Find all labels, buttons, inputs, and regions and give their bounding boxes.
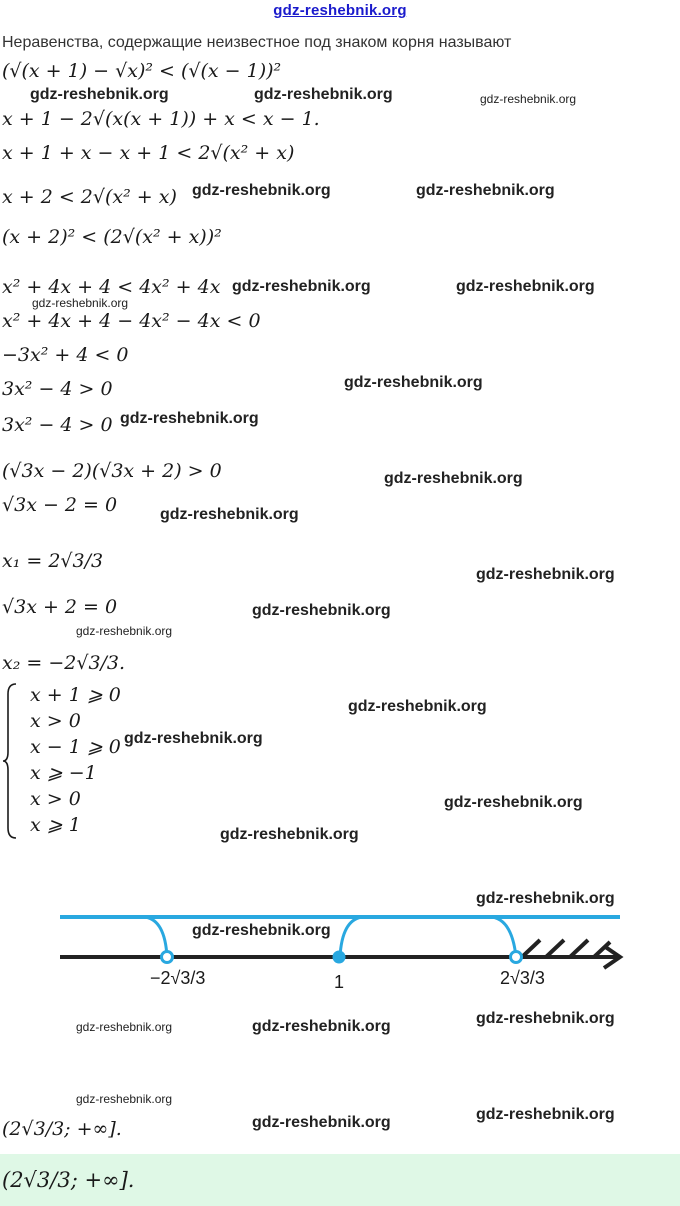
- math-line-11: (√3x − 2)(√3x + 2) > 0: [2, 460, 222, 482]
- watermark: gdz-reshebnik.org: [476, 566, 615, 583]
- math-line-13: x₁ = 2√3/3: [2, 550, 104, 572]
- watermark: gdz-reshebnik.org: [254, 86, 393, 103]
- watermark: gdz-reshebnik.org: [76, 1092, 173, 1106]
- watermark: gdz-reshebnik.org: [476, 890, 615, 907]
- math-line-9: 3x² − 4 > 0: [2, 378, 113, 400]
- watermark: gdz-reshebnik.org: [252, 602, 391, 619]
- watermark: gdz-reshebnik.org: [476, 1010, 615, 1027]
- watermark: gdz-reshebnik.org: [480, 92, 577, 106]
- point-left: [162, 952, 173, 963]
- math-line-4: x + 2 < 2√(x² + x): [2, 186, 177, 208]
- system-line-6: x ⩾ 1: [30, 814, 81, 836]
- math-line-8: −3x² + 4 < 0: [2, 344, 129, 366]
- math-line-1: (√(x + 1) − √x)² < (√(x − 1))²: [2, 60, 282, 82]
- math-line-2: x + 1 − 2√(x(x + 1)) + x < x − 1.: [2, 108, 320, 130]
- watermark: gdz-reshebnik.org: [252, 1018, 391, 1035]
- watermark: gdz-reshebnik.org: [220, 826, 359, 843]
- label-left: −2√3/3: [150, 968, 206, 988]
- site-link[interactable]: gdz-reshebnik.org: [273, 2, 407, 19]
- watermark: gdz-reshebnik.org: [348, 698, 487, 715]
- system-line-4: x ⩾ −1: [30, 762, 97, 784]
- watermark: gdz-reshebnik.org: [344, 374, 483, 391]
- label-right: 2√3/3: [500, 968, 545, 988]
- math-line-12: √3x − 2 = 0: [2, 494, 118, 516]
- math-line-6: x² + 4x + 4 < 4x² + 4x: [2, 276, 221, 298]
- system-line-1: x + 1 ⩾ 0: [30, 684, 121, 706]
- math-line-5: (x + 2)² < (2√(x² + x))²: [2, 226, 222, 248]
- system-brace: [2, 682, 20, 840]
- watermark: gdz-reshebnik.org: [76, 1020, 173, 1034]
- watermark: gdz-reshebnik.org: [384, 470, 523, 487]
- watermark: gdz-reshebnik.org: [124, 730, 263, 747]
- watermark: gdz-reshebnik.org: [76, 624, 173, 638]
- watermark: gdz-reshebnik.org: [30, 86, 169, 103]
- watermark: gdz-reshebnik.org: [252, 1114, 391, 1131]
- hatching: [522, 940, 610, 957]
- watermark: gdz-reshebnik.org: [120, 410, 259, 427]
- system-line-3: x − 1 ⩾ 0: [30, 736, 121, 758]
- system-line-2: x > 0: [30, 710, 81, 732]
- math-line-10: 3x² − 4 > 0: [2, 414, 113, 436]
- math-line-7: x² + 4x + 4 − 4x² − 4x < 0: [2, 310, 261, 332]
- watermark: gdz-reshebnik.org: [476, 1106, 615, 1123]
- point-right: [511, 952, 522, 963]
- watermark: gdz-reshebnik.org: [444, 794, 583, 811]
- watermark: gdz-reshebnik.org: [160, 506, 299, 523]
- watermark: gdz-reshebnik.org: [32, 296, 129, 310]
- watermark: gdz-reshebnik.org: [192, 182, 331, 199]
- watermark: gdz-reshebnik.org: [456, 278, 595, 295]
- watermark: gdz-reshebnik.org: [416, 182, 555, 199]
- math-line-14: √3x + 2 = 0: [2, 596, 118, 618]
- answer-highlighted: (2√3/3; +∞].: [2, 1168, 135, 1192]
- math-line-3: x + 1 + x − x + 1 < 2√(x² + x): [2, 142, 295, 164]
- math-line-15: x₂ = −2√3/3.: [2, 652, 126, 674]
- arc-middle: [340, 917, 362, 957]
- watermark: gdz-reshebnik.org: [192, 922, 331, 939]
- label-middle: 1: [334, 972, 345, 992]
- system-line-5: x > 0: [30, 788, 81, 810]
- watermark: gdz-reshebnik.org: [232, 278, 371, 295]
- answer-text: (2√3/3; +∞].: [2, 1118, 122, 1140]
- point-middle: [334, 952, 345, 963]
- intro-text: Неравенства, содержащие неизвестное под знаком корня называют: [2, 34, 512, 51]
